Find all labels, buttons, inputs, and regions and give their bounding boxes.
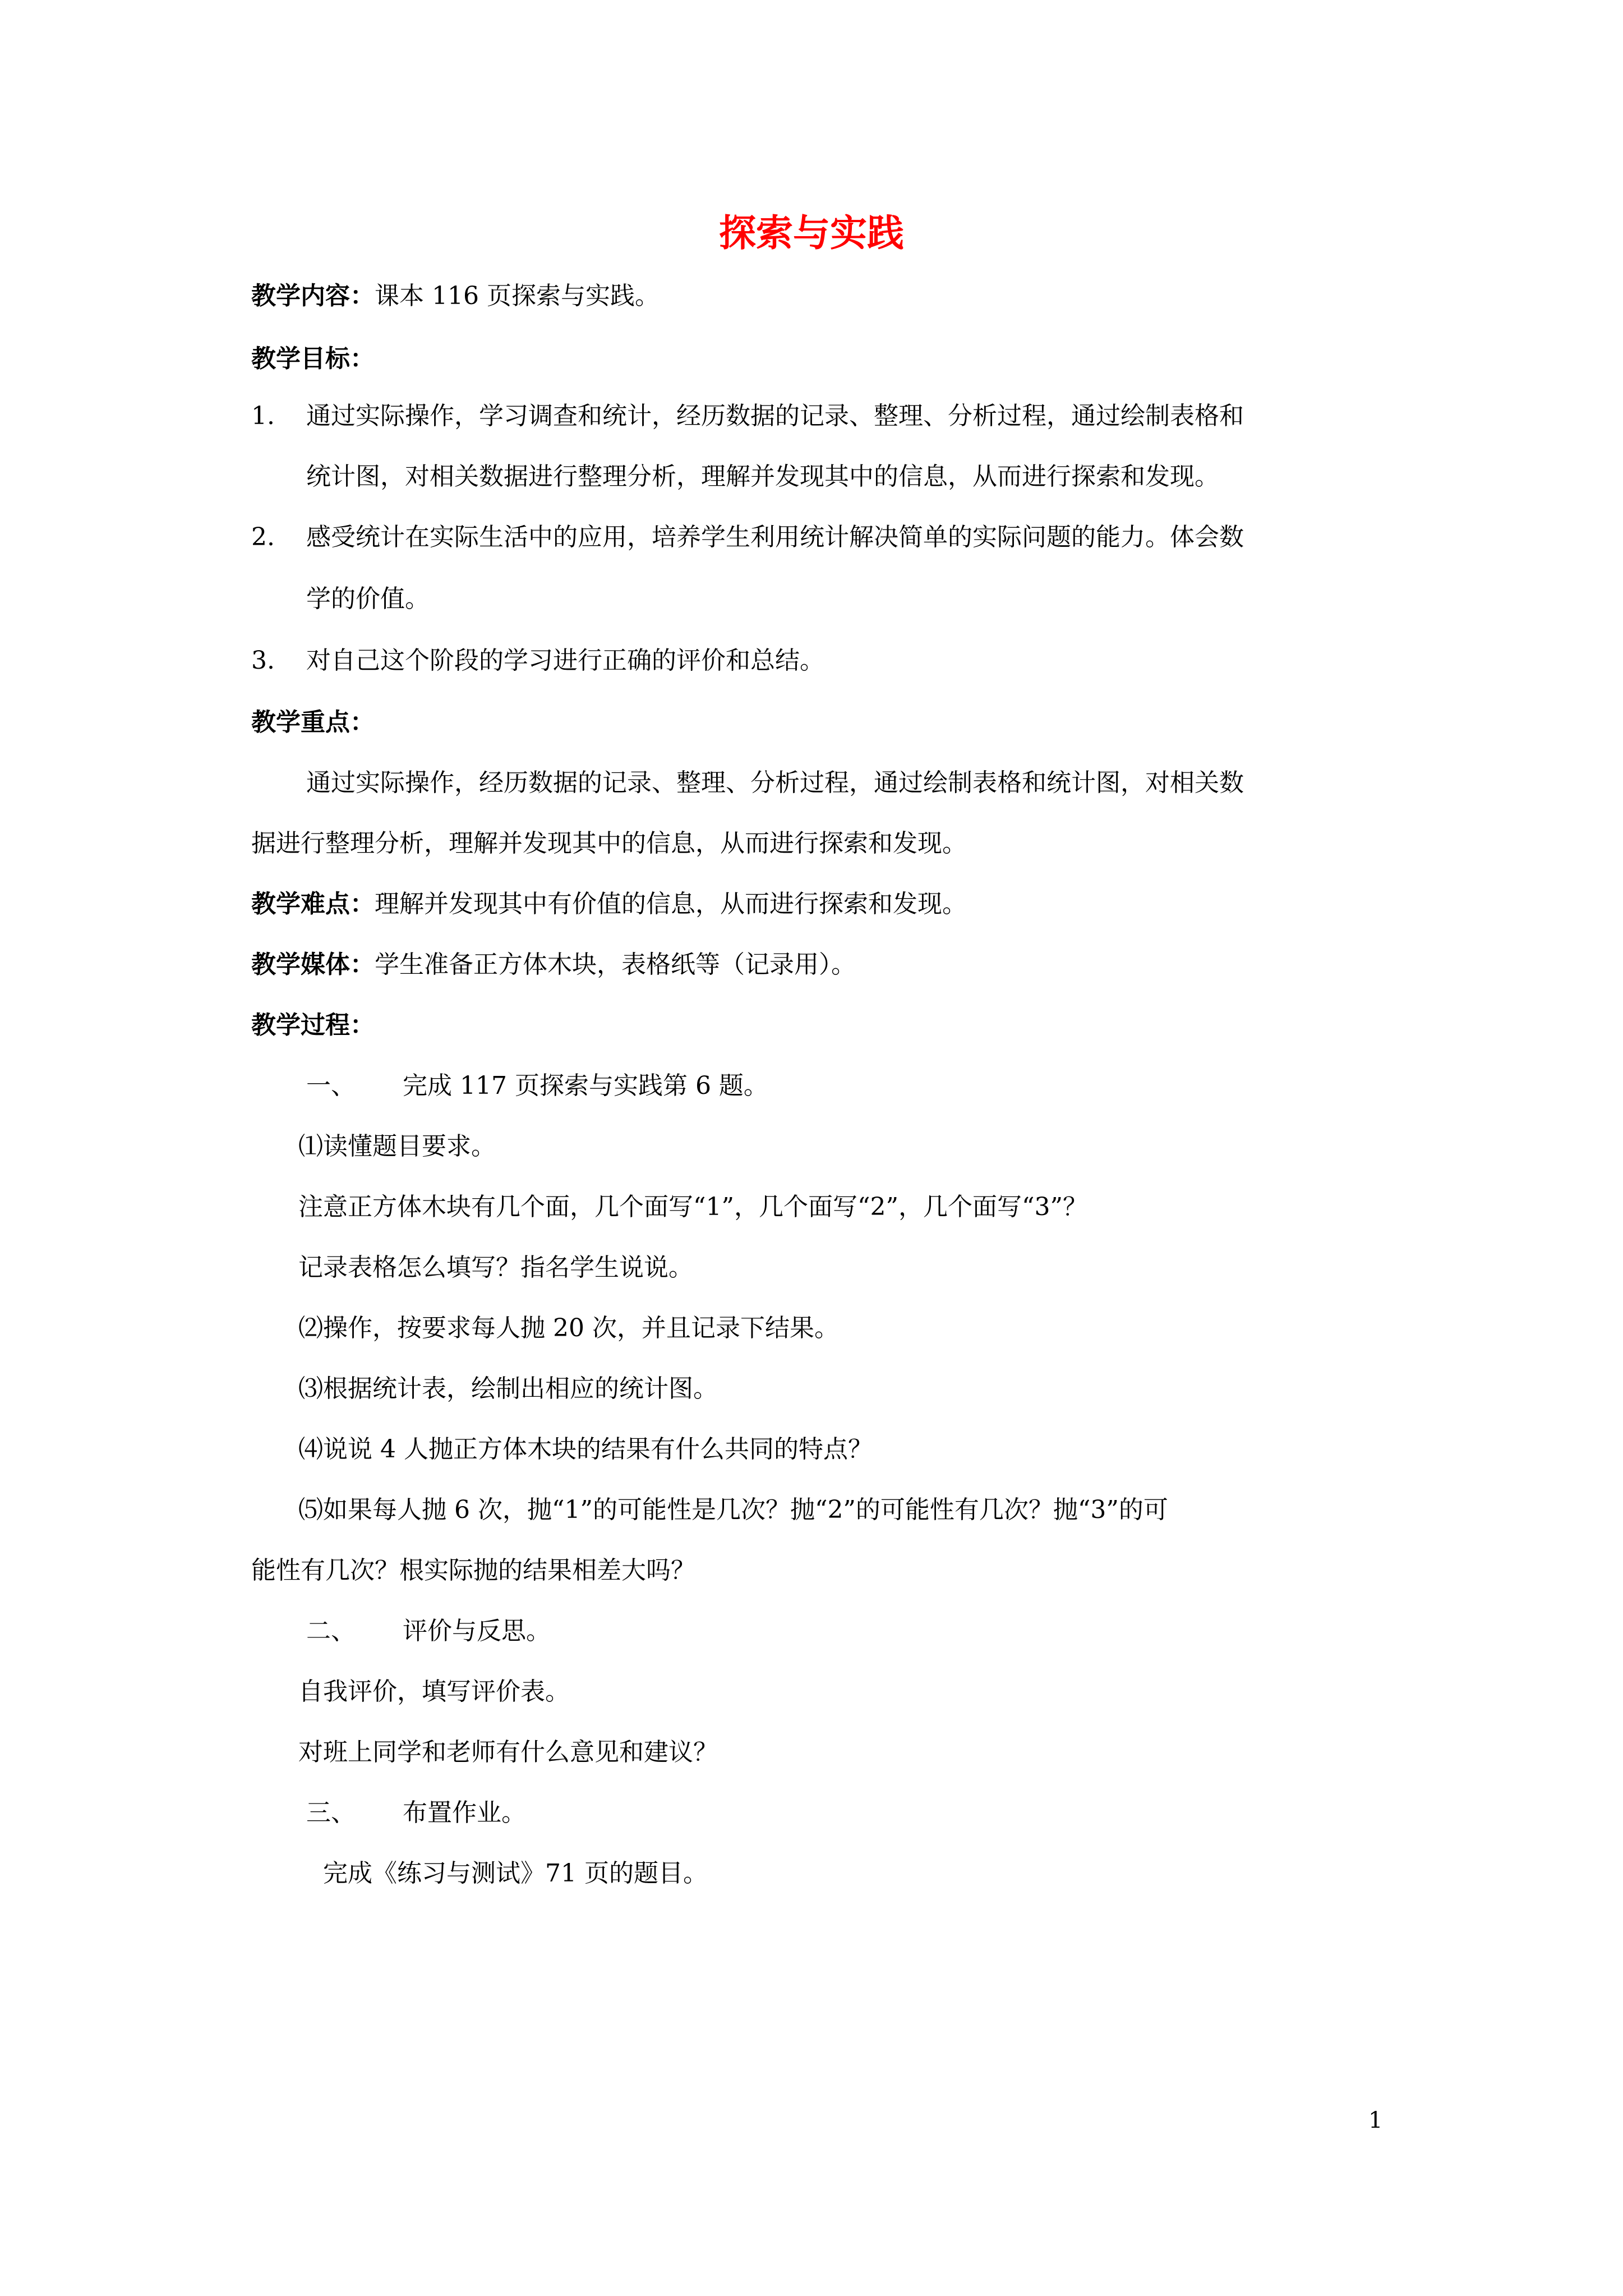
objective-2-number: 2. (251, 523, 275, 551)
objective-2-line1: 感受统计在实际生活中的应用，培养学生利用统计解决简单的实际问题的能力。体会数 (306, 523, 1244, 551)
objective-2-line2: 学的价值。 (306, 585, 430, 613)
section-1-line2: 注意正方体木块有几个面，几个面写“1”，几个面写“2”，几个面写“3”？ (298, 1193, 1087, 1221)
section-2-title: 评价与反思。 (403, 1617, 551, 1645)
section-1-line6: ⑷说说 4 人抛正方体木块的结果有什么共同的特点？ (298, 1435, 873, 1464)
content-row (251, 279, 660, 313)
process-label: 教学过程： (251, 1011, 375, 1039)
media-row (251, 948, 856, 982)
objective-1-line1: 通过实际操作，学习调查和统计，经历数据的记录、整理、分析过程，通过绘制表格和 (306, 402, 1244, 430)
section-1-line3: 记录表格怎么填写？指名学生说说。 (298, 1253, 693, 1282)
section-2-line2: 对班上同学和老师有什么意见和建议？ (298, 1738, 718, 1766)
page-number: 1 (1368, 2108, 1383, 2133)
section-1-number: 一、 (306, 1071, 356, 1100)
keypoint-line1: 通过实际操作，经历数据的记录、整理、分析过程，通过绘制表格和统计图，对相关数 (306, 769, 1244, 797)
objective-1-number: 1. (251, 402, 275, 430)
difficulty-text: 理解并发现其中有价值的信息，从而进行探索和发现。 (375, 890, 967, 918)
keypoint-line2: 据进行整理分析，理解并发现其中的信息，从而进行探索和发现。 (251, 829, 967, 858)
content-text: 课本 116 页探索与实践。 (375, 282, 660, 310)
section-1-line8: 能性有几次？根实际抛的结果相差大吗？ (251, 1556, 695, 1585)
section-1-line5: ⑶根据统计表，绘制出相应的统计图。 (298, 1374, 718, 1403)
section-3-line1: 完成《练习与测试》71 页的题目。 (323, 1859, 708, 1888)
media-label: 教学媒体： (251, 950, 375, 979)
section-1-line4: ⑵操作，按要求每人抛 20 次，并且记录下结果。 (298, 1314, 839, 1342)
section-1-line1: ⑴读懂题目要求。 (298, 1132, 496, 1161)
section-1-title: 完成 117 页探索与实践第 6 题。 (403, 1071, 768, 1100)
objective-3-line1: 对自己这个阶段的学习进行正确的评价和总结。 (306, 646, 824, 675)
section-1-line7: ⑸如果每人抛 6 次，抛“1”的可能性是几次？抛“2”的可能性有几次？抛“3”的可 (298, 1496, 1168, 1524)
objective-3-number: 3. (251, 646, 275, 675)
section-2-line1: 自我评价，填写评价表。 (298, 1677, 570, 1706)
document-title: 探索与实践 (719, 211, 904, 255)
objectives-label: 教学目标： (251, 344, 375, 373)
keypoint-label: 教学重点： (251, 708, 375, 737)
section-3-number: 三、 (306, 1798, 356, 1827)
objective-1-line2: 统计图，对相关数据进行整理分析，理解并发现其中的信息，从而进行探索和发现。 (306, 462, 1219, 491)
section-3-title: 布置作业。 (403, 1798, 526, 1827)
media-text: 学生准备正方体木块，表格纸等（记录用）。 (375, 950, 856, 979)
difficulty-label: 教学难点： (251, 890, 375, 918)
section-2-number: 二、 (306, 1617, 356, 1645)
content-label: 教学内容： (251, 282, 375, 310)
difficulty-row (251, 887, 967, 921)
